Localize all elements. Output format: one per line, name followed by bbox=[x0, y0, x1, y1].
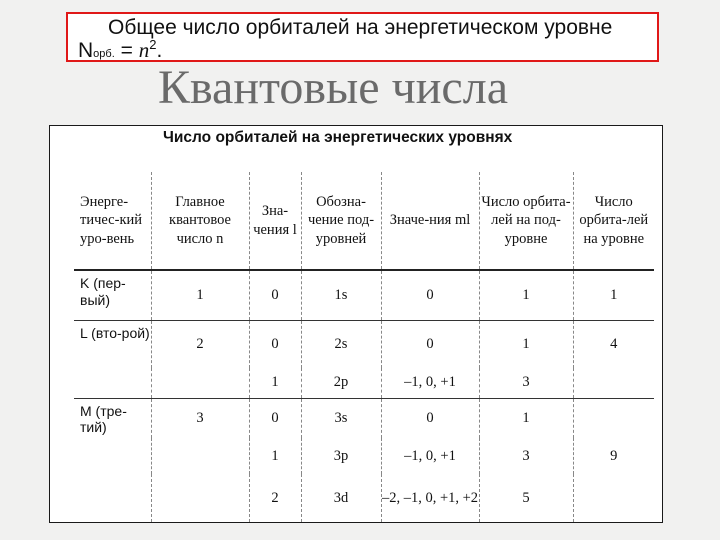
cell-n bbox=[151, 474, 249, 522]
cell-sublevel: 3p bbox=[301, 438, 381, 474]
table-row bbox=[74, 398, 654, 438]
cell-orbitals-level bbox=[573, 474, 654, 522]
cell-ml: 0 bbox=[381, 270, 479, 320]
formula-n-symbol: n bbox=[138, 38, 150, 62]
header-orbitals-per-sublevel: Число орбита-лей на под-уровне bbox=[479, 172, 573, 270]
cell-orbitals-sublevel: 3 bbox=[479, 368, 573, 398]
formula-n-label: N bbox=[78, 39, 94, 62]
header-orbitals-per-level: Число орбита-лей на уровне bbox=[573, 172, 654, 270]
formula-exponent: 2 bbox=[149, 37, 157, 52]
header-ml-values: Значе-ния ml bbox=[381, 172, 479, 270]
cell-ml: –1, 0, +1 bbox=[381, 438, 479, 474]
cell-level: M (тре-тий) bbox=[74, 398, 151, 438]
cell-sublevel: 2s bbox=[301, 320, 381, 368]
cell-level: K (пер-вый) bbox=[74, 270, 151, 320]
cell-sublevel: 2p bbox=[301, 368, 381, 398]
slide-title: Квантовые числа bbox=[158, 61, 508, 114]
formula-n-subscript: орб. bbox=[93, 48, 115, 60]
cell-l: 1 bbox=[249, 438, 301, 474]
formula-end: . bbox=[156, 39, 163, 62]
cell-level bbox=[74, 368, 151, 398]
cell-orbitals-level: 4 bbox=[610, 335, 618, 352]
cell-ml: –2, –1, 0, +1, +2 bbox=[381, 474, 479, 522]
cell-n: 2 bbox=[151, 320, 249, 368]
cell-l: 2 bbox=[249, 474, 301, 522]
cell-orbitals-sublevel: 3 bbox=[479, 438, 573, 474]
cell-ml: –1, 0, +1 bbox=[381, 368, 479, 398]
cell-l: 1 bbox=[249, 368, 301, 398]
header-l-values: Зна-чения l bbox=[249, 172, 301, 270]
cell-orbitals-level: 1 bbox=[573, 270, 654, 320]
cell-n: 3 bbox=[151, 398, 249, 438]
cell-sublevel: 1s bbox=[301, 270, 381, 320]
cell-orbitals-sublevel: 1 bbox=[479, 270, 573, 320]
table-row bbox=[74, 270, 654, 320]
cell-level: L (вто-рой) bbox=[74, 320, 151, 368]
cell-orbitals-sublevel: 5 bbox=[479, 474, 573, 522]
header-principal-number: Главное квантовое число n bbox=[151, 172, 249, 270]
table-row bbox=[74, 438, 654, 474]
orbital-count-formula bbox=[78, 37, 162, 63]
cell-l: 0 bbox=[249, 320, 301, 368]
cell-l: 0 bbox=[249, 398, 301, 438]
cell-level bbox=[74, 474, 151, 522]
cell-orbitals-sublevel: 1 bbox=[479, 398, 573, 438]
formula-caption: Общее число орбиталей на энергетическом уровне bbox=[108, 16, 613, 39]
cell-n bbox=[151, 438, 249, 474]
header-level: Энерге-тичес-кий уро-вень bbox=[74, 172, 151, 270]
cell-n bbox=[151, 368, 249, 398]
cell-level bbox=[74, 438, 151, 474]
cell-orbitals-sublevel: 1 bbox=[479, 320, 573, 368]
cell-orbitals-level bbox=[573, 368, 654, 398]
cell-n: 1 bbox=[151, 270, 249, 320]
table-row bbox=[74, 320, 654, 368]
table-row bbox=[74, 368, 654, 398]
cell-ml: 0 bbox=[381, 320, 479, 368]
cell-sublevel: 3d bbox=[301, 474, 381, 522]
orbitals-table bbox=[74, 172, 654, 522]
cell-orbitals-level: 9 bbox=[610, 447, 618, 464]
table-heading: Число орбиталей на энергетических уровнях bbox=[163, 129, 513, 146]
table-row bbox=[74, 474, 654, 522]
header-sublevel-symbol: Обозна-чение под-уровней bbox=[301, 172, 381, 270]
cell-l: 0 bbox=[249, 270, 301, 320]
cell-orbitals-level bbox=[573, 398, 654, 438]
formula-equals: = bbox=[114, 39, 139, 62]
formula-box bbox=[66, 12, 659, 62]
cell-sublevel: 3s bbox=[301, 398, 381, 438]
cell-ml: 0 bbox=[381, 398, 479, 438]
